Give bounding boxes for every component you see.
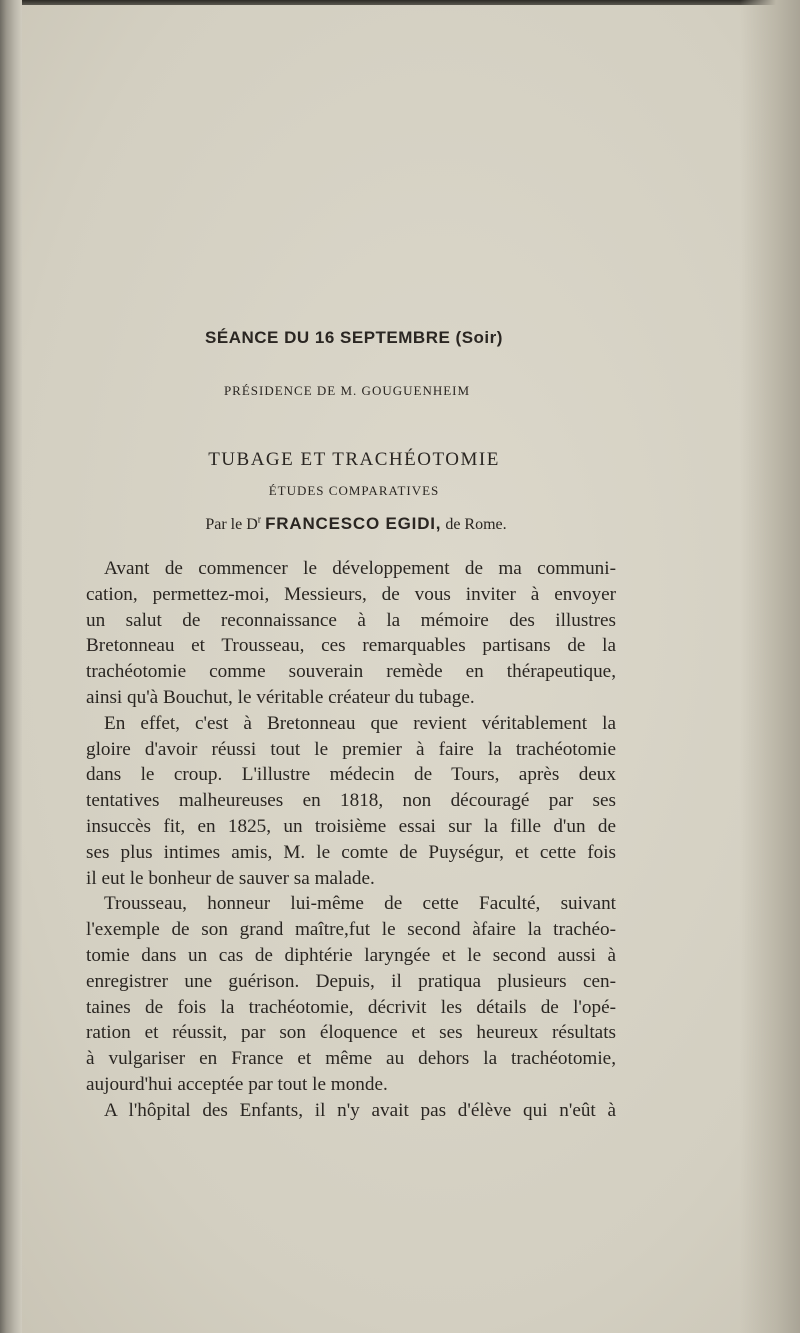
byline-prefix: Par le D bbox=[205, 516, 258, 533]
body-line: ration et réussit, par son éloquence et ses heureux résultats bbox=[86, 1022, 616, 1044]
article-subtitle: ÉTUDES COMPARATIVES bbox=[268, 483, 440, 498]
session-title: SÉANCE DU 16 SEPTEMBRE (Soir) bbox=[205, 328, 503, 347]
body-line: l'exemple de son grand maître,fut le second àfaire la trachéo- bbox=[86, 919, 616, 941]
body-line: à vulgariser en France et même au dehors la trachéotomie, bbox=[86, 1048, 616, 1070]
body-line: aujourd'hui acceptée par tout le monde. bbox=[86, 1073, 388, 1095]
page-binding-edge bbox=[0, 0, 22, 1333]
author-name: FRANCESCO EGIDI, bbox=[265, 514, 442, 533]
body-line: enregistrer une guérison. Depuis, il pratiqua plusieurs cen- bbox=[86, 970, 616, 992]
byline-suffix: de Rome. bbox=[445, 516, 507, 533]
body-line: A l'hôpital des Enfants, il n'y avait pas d'élève qui n'eût à bbox=[104, 1099, 616, 1121]
article-title: TUBAGE ET TRACHÉOTOMIE bbox=[208, 449, 500, 470]
article-byline bbox=[0, 514, 712, 534]
body-line: Trousseau, honneur lui-même de cette Faculté, suivant bbox=[104, 893, 616, 915]
body-line: taines de fois la trachéotomie, décrivit les détails de l'opé- bbox=[86, 996, 616, 1018]
page-top-edge bbox=[0, 0, 800, 5]
body-line: dans le croup. L'illustre médecin de Tours, après deux bbox=[86, 764, 616, 786]
page-right-edge bbox=[740, 0, 800, 1333]
body-line: cation, permettez-moi, Messieurs, de vous inviter à envoyer bbox=[86, 583, 616, 605]
presidence-line: PRÉSIDENCE DE M. GOUGUENHEIM bbox=[223, 383, 471, 398]
body-line: tentatives malheureuses en 1818, non découragé par ses bbox=[86, 790, 616, 812]
body-line: gloire d'avoir réussi tout le premier à faire la trachéotomie bbox=[86, 738, 616, 760]
body-text bbox=[86, 556, 616, 1124]
body-line: il eut le bonheur de sauver sa malade. bbox=[86, 867, 375, 889]
body-line: trachéotomie comme souverain remède en thérapeutique, bbox=[86, 661, 616, 683]
body-line: Avant de commencer le développement de ma communi- bbox=[104, 558, 616, 579]
body-line: En effet, c'est à Bretonneau que revient véritablement la bbox=[104, 712, 616, 734]
body-line: un salut de reconnaissance à la mémoire des illustres bbox=[86, 609, 616, 631]
byline-sup: r bbox=[257, 514, 262, 526]
body-line: ses plus intimes amis, M. le comte de Puységur, et cette fois bbox=[86, 841, 616, 863]
body-line: tomie dans un cas de diphtérie laryngée et le second aussi à bbox=[86, 944, 616, 966]
body-line: Bretonneau et Trousseau, ces remarquables partisans de la bbox=[86, 635, 616, 657]
body-line: ainsi qu'à Bouchut, le véritable créateur du tubage. bbox=[86, 686, 475, 708]
body-line: insuccès fit, en 1825, un troisième essai sur la fille d'un de bbox=[86, 815, 616, 837]
